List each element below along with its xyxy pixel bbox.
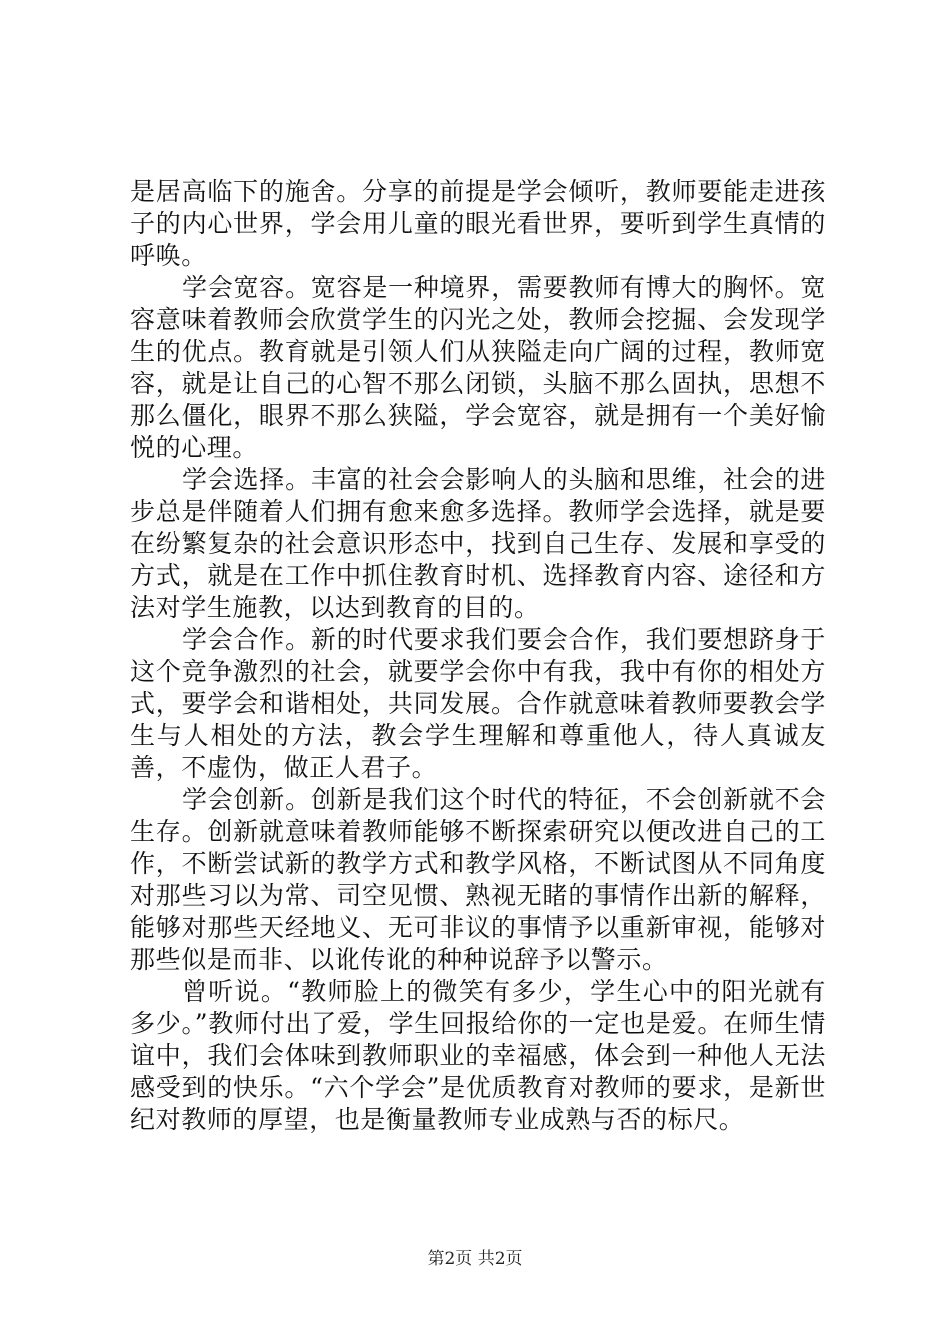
paragraph-choice: 学会选择。丰富的社会会影响人的头脑和思维，社会的进步总是伴随着人们拥有愈来愈多选择。教师学会选择，就是要在纷繁复杂的社会意识形态中，找到自己生存、发展和享受的方式，就是在工作中抓住教育时机、选择教育内容、途径和方法对学生施教，以达到教育的目的。 (130, 465, 826, 622)
paragraph-innovation: 学会创新。创新是我们这个时代的特征，不会创新就不会生存。创新就意味着教师能够不断探索研究以便改进自己的工作，不断尝试新的教学方式和教学风格，不断试图从不同角度对那些习以为常、司空见惯、熟视无睹的事情作出新的解释，能够对那些天经地义、无可非议的事情予以重新审视，能够对那些似是而非、以讹传讹的种种说辞予以警示。 (130, 785, 826, 974)
paragraph-conclusion: 曾听说。“教师脸上的微笑有多少，学生心中的阳光就有多少。”教师付出了爱，学生回报给你的一定也是爱。在师生情谊中，我们会体味到教师职业的幸福感，体会到一种他人无法感受到的快乐。“六个学会”是优质教育对教师的要求，是新世纪对教师的厚望，也是衡量教师专业成熟与否的标尺。 (130, 977, 826, 1134)
paragraph-cooperation: 学会合作。新的时代要求我们要会合作，我们要想跻身于这个竞争激烈的社会，就要学会你中有我，我中有你的相处方式，要学会和谐相处，共同发展。合作就意味着教师要教会学生与人相处的方法，教会学生理解和尊重他人，待人真诚友善，不虚伪，做正人君子。 (130, 625, 826, 782)
document-body (130, 176, 826, 1136)
page-number-footer: 第2页 共2页 (427, 1249, 523, 1269)
paragraph-continued: 是居高临下的施舍。分享的前提是学会倾听，教师要能走进孩子的内心世界，学会用儿童的眼光看世界，要听到学生真情的呼唤。 (130, 177, 826, 270)
paragraph-tolerance: 学会宽容。宽容是一种境界，需要教师有博大的胸怀。宽容意味着教师会欣赏学生的闪光之处，教师会挖掘、会发现学生的优点。教育就是引领人们从狭隘走向广阔的过程，教师宽容，就是让自己的心智不那么闭锁，头脑不那么固执，思想不那么僵化，眼界不那么狭隘，学会宽容，就是拥有一个美好愉悦的心理。 (130, 273, 826, 462)
